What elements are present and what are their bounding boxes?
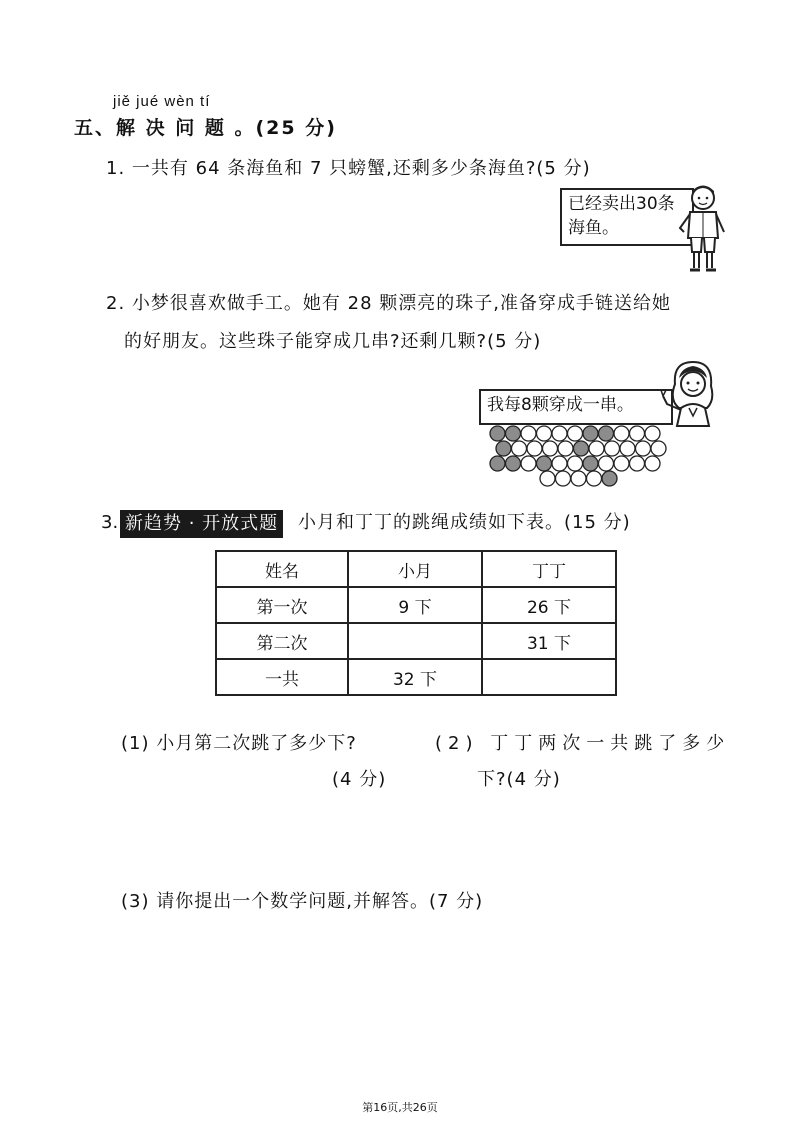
section-title: 五、解 决 问 题 。(25 分): [74, 117, 337, 139]
table-header-cell: 小月: [348, 551, 482, 587]
bead-icon: [583, 456, 598, 471]
bead-icon: [512, 441, 527, 456]
table-row: [216, 623, 616, 659]
bead-icon: [568, 426, 583, 441]
bead-icon: [645, 456, 660, 471]
table-header-cell: 丁丁: [482, 551, 616, 587]
bead-icon: [558, 441, 573, 456]
bead-icon: [630, 456, 645, 471]
bead-icon: [490, 426, 505, 441]
bead-icon: [521, 426, 536, 441]
table-header-row: [216, 551, 616, 587]
speech-bubble-2: 我每8颗穿成一串。: [479, 389, 673, 425]
bead-icon: [651, 441, 666, 456]
table-cell: 一共: [216, 659, 348, 695]
bead-icon: [587, 471, 602, 486]
bead-icon: [589, 441, 604, 456]
bead-icon: [506, 426, 521, 441]
bead-icon: [568, 456, 583, 471]
bead-icon: [583, 426, 598, 441]
bead-icon: [645, 426, 660, 441]
question-3-text: 小月和丁丁的跳绳成绩如下表。(15 分): [298, 512, 631, 533]
bead-icon: [614, 426, 629, 441]
speech-bubble-1-line1: 已经卖出30条: [568, 194, 675, 214]
section-pinyin: jiě jué wèn tí: [113, 93, 211, 110]
bead-icon: [599, 426, 614, 441]
boy-figure-icon: [678, 182, 728, 274]
bead-icon: [620, 441, 635, 456]
bead-icon: [543, 441, 558, 456]
bead-icon: [537, 456, 552, 471]
bead-icon: [521, 456, 536, 471]
table-cell: 9 下: [348, 587, 482, 623]
bead-icon: [630, 426, 645, 441]
question-2-line1: 2. 小梦很喜欢做手工。她有 28 颗漂亮的珠子,准备穿成手链送给她: [106, 293, 671, 314]
bead-icon: [556, 471, 571, 486]
bead-icon: [552, 456, 567, 471]
bead-icon: [552, 426, 567, 441]
table-cell: 32 下: [348, 659, 482, 695]
bead-icon: [571, 471, 586, 486]
table-cell: 26 下: [482, 587, 616, 623]
bead-icon: [540, 471, 555, 486]
table-cell: 第一次: [216, 587, 348, 623]
bead-icon: [614, 456, 629, 471]
bead-icon: [537, 426, 552, 441]
bead-icon: [599, 456, 614, 471]
page-footer: 第16页,共26页: [362, 1101, 438, 1114]
table-cell-blank: [482, 659, 616, 695]
jump-rope-score-table: [215, 550, 617, 696]
table-header-cell: 姓名: [216, 551, 348, 587]
table-row: [216, 659, 616, 695]
table-cell: 第二次: [216, 623, 348, 659]
table-cell: 31 下: [482, 623, 616, 659]
question-2-line2: 的好朋友。这些珠子能穿成几串?还剩几颗?(5 分): [124, 331, 542, 352]
table-row: [216, 587, 616, 623]
new-trend-tag: 新趋势 · 开放式题: [120, 510, 283, 538]
girl-figure-icon: [657, 358, 727, 428]
sub-question-1-points: (4 分): [332, 769, 387, 790]
bead-icon: [496, 441, 511, 456]
question-2-text: [106, 285, 746, 361]
bead-icon: [490, 456, 505, 471]
sub-question-2-line2: 下?(4 分): [477, 769, 561, 790]
beads-illustration: [488, 424, 668, 494]
speech-bubble-1-line2: 海鱼。: [568, 218, 619, 238]
bead-icon: [527, 441, 542, 456]
bead-icon: [602, 471, 617, 486]
bead-icon: [636, 441, 651, 456]
question-1-text: 1. 一共有 64 条海鱼和 7 只螃蟹,还剩多少条海鱼?(5 分): [106, 158, 591, 179]
sub-question-2-line1: (2) 丁丁两次一共跳了多少: [435, 733, 731, 754]
question-3-number: 3.: [101, 512, 119, 533]
bead-icon: [605, 441, 620, 456]
sub-question-1: (1) 小月第二次跳了多少下?: [121, 733, 357, 754]
bead-icon: [574, 441, 589, 456]
bead-icon: [506, 456, 521, 471]
speech-bubble-1: [560, 188, 694, 246]
table-cell-blank: [348, 623, 482, 659]
sub-question-3: (3) 请你提出一个数学问题,并解答。(7 分): [121, 891, 484, 912]
